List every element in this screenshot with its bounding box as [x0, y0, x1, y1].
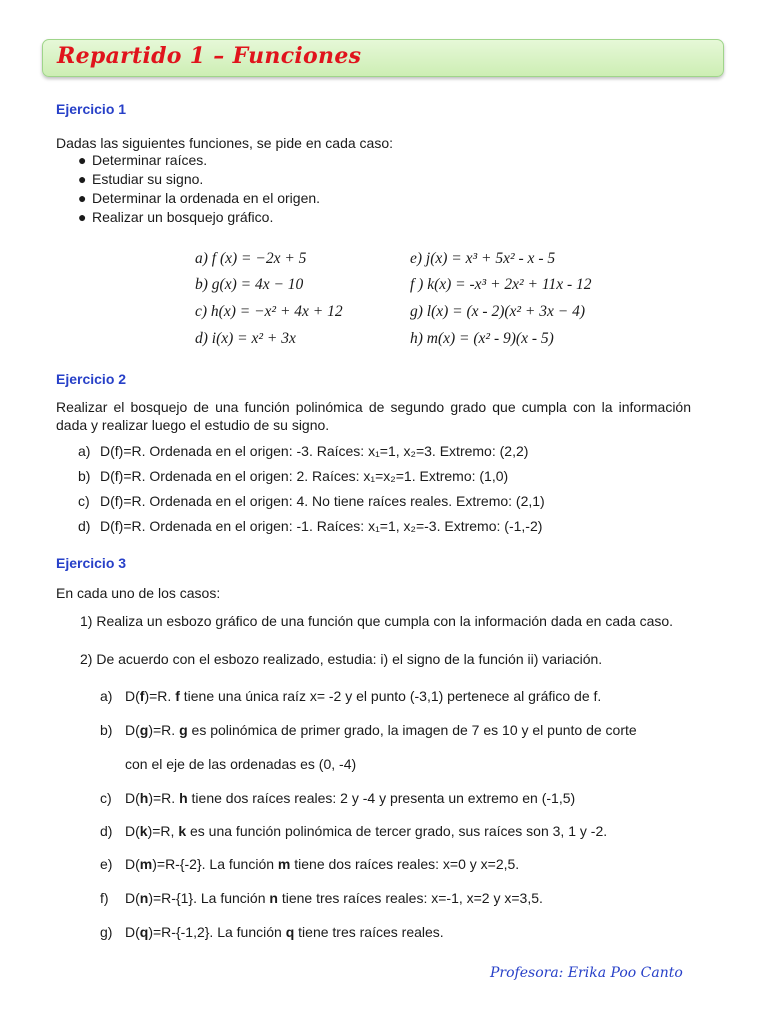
formula-c: c) h(x) = −x² + 4x + 12: [195, 303, 343, 320]
ejercicio-2-intro: Realizar el bosquejo de una función polinómica de segundo grado que cumpla con la información dada y realizar luego el estudio de su signo.: [56, 399, 691, 433]
formula-h: h) m(x) = (x² - 9)(x - 5): [410, 330, 554, 347]
list-item: d) D(k)=R, k es una función polinómica de tercer grado, sus raíces son 3, 1 y -2.: [100, 823, 608, 839]
formula-d: d) i(x) = x² + 3x: [195, 330, 296, 347]
bullet-item: ● Realizar un bosquejo gráfico.: [78, 209, 274, 225]
ejercicio-1-title: Ejercicio 1: [56, 101, 127, 117]
formula-a: a) f (x) = −2x + 5: [195, 250, 307, 267]
bullet-item: ● Determinar la ordenada en el origen.: [78, 190, 321, 206]
list-item: e) D(m)=R-{-2}. La función m tiene dos raíces reales: x=0 y x=2,5.: [100, 856, 520, 872]
ejercicio-3-intro: En cada uno de los casos:: [56, 585, 221, 601]
list-item: c) D(h)=R. h tiene dos raíces reales: 2 y -4 y presenta un extremo en (-1,5): [100, 790, 576, 806]
formula-f: f ) k(x) = -x³ + 2x² + 11x - 12: [410, 276, 592, 293]
step-1: 1) Realiza un esbozo gráfico de una función que cumpla con la información dada en cada caso.: [80, 613, 674, 629]
title-banner: [42, 39, 724, 77]
list-item: b) D(g)=R. g es polinómica de primer grado, la imagen de 7 es 10 y el punto de corte: [100, 722, 637, 738]
list-item: a) D(f)=R. Ordenada en el origen: -3. Raíces: x₁=1, x₂=3. Extremo: (2,2): [78, 443, 529, 459]
list-item: b) D(f)=R. Ordenada en el origen: 2. Raíces: x₁=x₂=1. Extremo: (1,0): [78, 468, 509, 484]
list-item: c) D(f)=R. Ordenada en el origen: 4. No tiene raíces reales. Extremo: (2,1): [78, 493, 545, 509]
page-title: Repartido 1 – Funciones: [57, 43, 362, 69]
list-item: a) D(f)=R. f tiene una única raíz x= -2 y el punto (-3,1) pertenece al gráfico de f.: [100, 688, 602, 704]
step-2: 2) De acuerdo con el esbozo realizado, estudia: i) el signo de la función ii) variación.: [80, 651, 603, 667]
formula-b: b) g(x) = 4x − 10: [195, 276, 304, 293]
list-item-continuation: con el eje de las ordenadas es (0, -4): [125, 756, 357, 772]
formula-e: e) j(x) = x³ + 5x² - x - 5: [410, 250, 556, 267]
formula-g: g) l(x) = (x - 2)(x² + 3x − 4): [410, 303, 586, 320]
ejercicio-2-title: Ejercicio 2: [56, 371, 127, 387]
ejercicio-3-title: Ejercicio 3: [56, 555, 127, 571]
bullet-item: ● Determinar raíces.: [78, 152, 208, 168]
ejercicio-1-intro: Dadas las siguientes funciones, se pide en cada caso:: [56, 135, 393, 151]
list-item: g) D(q)=R-{-1,2}. La función q tiene tres raíces reales.: [100, 924, 444, 940]
list-item: f) D(n)=R-{1}. La función n tiene tres raíces reales: x=-1, x=2 y x=3,5.: [100, 890, 543, 906]
list-item: d) D(f)=R. Ordenada en el origen: -1. Raíces: x₁=1, x₂=-3. Extremo: (-1,-2): [78, 518, 543, 534]
footer-author: Profesora: Erika Poo Canto: [490, 965, 683, 981]
bullet-item: ● Estudiar su signo.: [78, 171, 204, 187]
